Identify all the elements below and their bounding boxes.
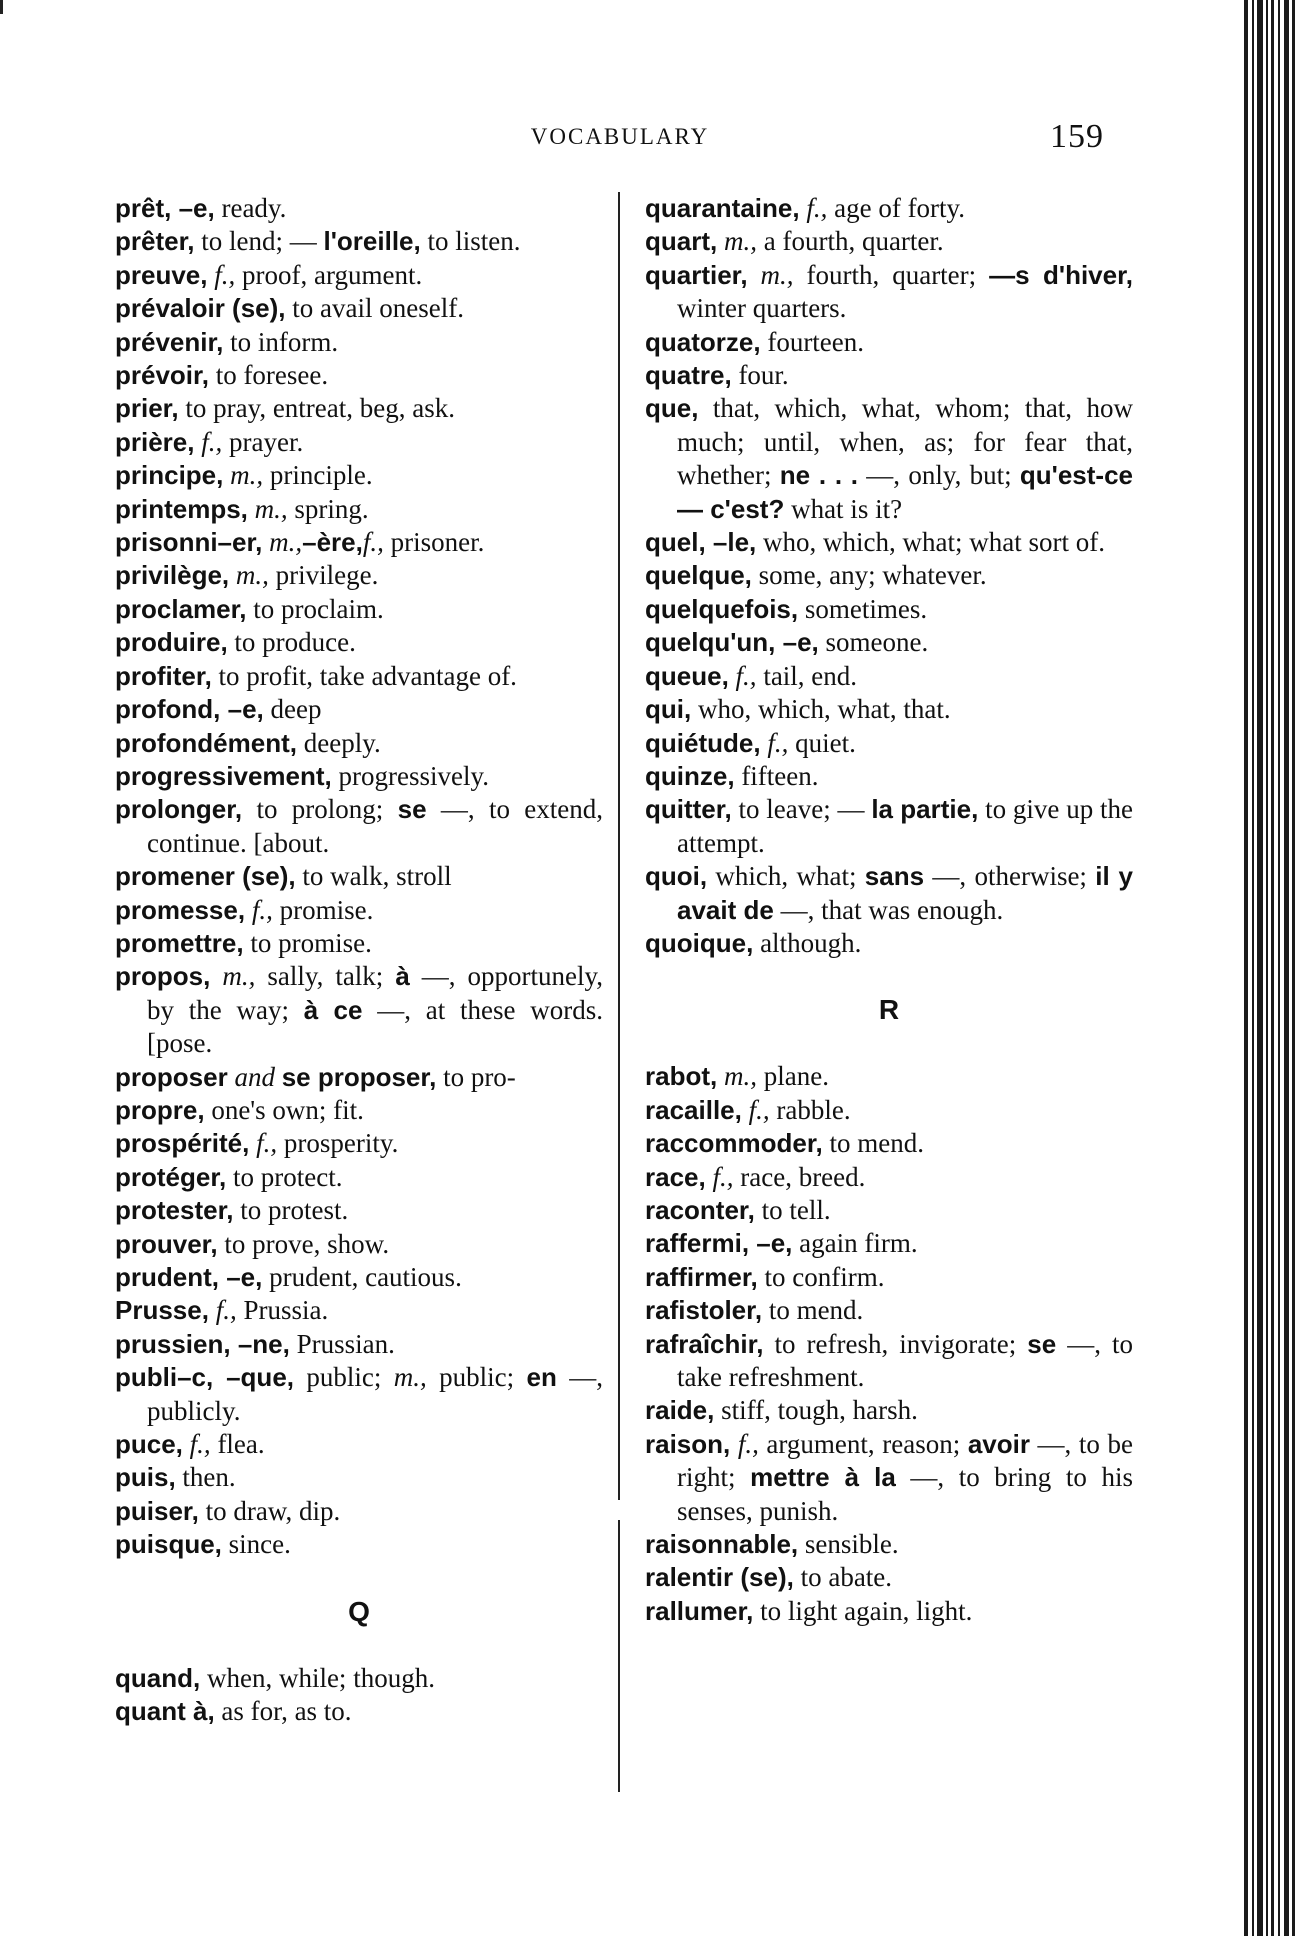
definition: to lend; — [194, 226, 324, 257]
headword: se [397, 794, 427, 825]
vocabulary-entry [115, 1194, 603, 1227]
definition: when, while; though. [200, 1662, 435, 1693]
headword: –ère, [302, 527, 363, 558]
headword: quatre, [645, 360, 732, 391]
vocabulary-entry [115, 760, 603, 793]
headword: à ce [303, 994, 363, 1025]
grammar-label: m., [717, 226, 757, 257]
definition: again firm. [792, 1228, 918, 1259]
vocabulary-entry [115, 426, 603, 459]
definition: to prove, show. [217, 1228, 390, 1259]
definition: winter quarters. [677, 293, 847, 324]
definition: promise. [272, 894, 374, 925]
headword: raide, [645, 1395, 715, 1426]
vocabulary-entry [115, 1094, 603, 1127]
definition: argument, reason; [758, 1428, 968, 1459]
definition: —, only, but; [858, 460, 1020, 491]
headword: promettre, [115, 927, 244, 958]
definition: deeply. [297, 727, 381, 758]
grammar-label: m., [747, 259, 794, 290]
headword: propre, [115, 1094, 205, 1125]
vocabulary-entry [645, 526, 1133, 559]
grammar-label: f., [760, 727, 789, 758]
headword: privilège, [115, 560, 230, 591]
vocabulary-entry [115, 1161, 603, 1194]
definition: progressively. [331, 760, 489, 791]
definition: —, to extend, continue. [about. [147, 794, 603, 858]
definition: —, at these words. [pose. [147, 994, 603, 1059]
headword: prévaloir (se), [115, 293, 286, 324]
headword: la partie, [871, 794, 979, 825]
vocabulary-entry [115, 693, 603, 726]
headword: prospérité, [115, 1128, 250, 1159]
headword: produire, [115, 627, 228, 658]
definition: to pro- [436, 1061, 516, 1092]
definition: spring. [287, 493, 369, 524]
headword: principe, [115, 460, 224, 491]
vocabulary-entry [645, 760, 1133, 793]
definition: proof, argument. [235, 259, 423, 290]
headword: publi–c, –que, [115, 1362, 294, 1393]
headword: printemps, [115, 493, 248, 524]
grammar-label: m., [229, 560, 269, 591]
definition: to tell. [754, 1194, 831, 1225]
headword: il y avait de [677, 861, 1133, 925]
headword: prêter, [115, 226, 195, 257]
headword: prévenir, [115, 326, 224, 357]
definition: race, breed. [733, 1161, 866, 1192]
headword: puisque, [115, 1529, 222, 1560]
vocabulary-entry [115, 1294, 603, 1327]
headword: quoique, [645, 927, 754, 958]
vocabulary-entry [645, 593, 1133, 626]
left-column [115, 192, 603, 1728]
headword: quel, –le, [645, 527, 757, 558]
vocabulary-entry [645, 392, 1133, 526]
grammar-label: m., [223, 460, 264, 491]
headword: en [526, 1362, 557, 1393]
definition: to promise. [243, 927, 372, 958]
right-column [645, 192, 1133, 1628]
definition: since. [221, 1529, 291, 1560]
headword: quarantaine, [645, 193, 800, 223]
vocabulary-entry [115, 326, 603, 359]
headword: profond, –e, [115, 694, 264, 725]
headword: prouver, [115, 1228, 218, 1259]
definition: to refresh, invigorate; [763, 1328, 1028, 1359]
vocabulary-entry [645, 793, 1133, 860]
headword: prolonger, [115, 794, 243, 825]
vocabulary-entry [645, 693, 1133, 726]
definition: to pray, entreat, beg, ask. [178, 393, 455, 424]
headword: rafraîchir, [645, 1328, 764, 1359]
vocabulary-entry [115, 526, 603, 559]
definition: —, opportunely, by the way; [147, 961, 603, 1025]
vocabulary-entry [645, 1595, 1133, 1628]
vocabulary-entry [115, 1228, 603, 1261]
book-binding-edge [1240, 0, 1300, 1936]
grammar-label: m., [262, 527, 303, 558]
definition: tail, end. [756, 660, 858, 691]
headword: ralentir (se), [645, 1562, 794, 1593]
definition: a fourth, quarter. [756, 226, 944, 257]
definition: which, what; [707, 861, 865, 892]
definition: sally, talk; [255, 961, 396, 992]
vocabulary-entry [645, 927, 1133, 960]
headword: raccommoder, [645, 1128, 823, 1159]
definition: four. [731, 360, 789, 391]
headword: promener (se), [115, 861, 296, 892]
vocabulary-entry [645, 225, 1133, 258]
page-edge-mark [0, 0, 3, 14]
vocabulary-entry [645, 1428, 1133, 1528]
vocabulary-entry [115, 660, 603, 693]
headword: raconter, [645, 1194, 755, 1225]
headword: proposer [115, 1061, 228, 1092]
vocabulary-entry [645, 192, 1133, 225]
grammar-label: f., [245, 894, 273, 925]
headword: promesse, [115, 894, 246, 925]
vocabulary-entry [645, 1294, 1133, 1327]
vocabulary-entry [115, 459, 603, 492]
vocabulary-entry [645, 1261, 1133, 1294]
definition: to light again, light. [753, 1595, 973, 1626]
vocabulary-entry [115, 1061, 603, 1094]
running-head: VOCABULARY [530, 124, 710, 149]
definition: to mend. [762, 1295, 864, 1326]
headword: quiétude, [645, 727, 761, 758]
definition: to inform. [223, 326, 339, 357]
vocabulary-entry [645, 1328, 1133, 1395]
definition: fourth, quarter; [793, 259, 990, 290]
vocabulary-entry [115, 1428, 603, 1461]
vocabulary-entry [645, 559, 1133, 592]
vocabulary-entry [645, 1060, 1133, 1093]
definition: —, publicly. [147, 1362, 603, 1426]
grammar-label: m., [210, 961, 256, 992]
headword: sans [864, 861, 925, 892]
grammar-label: f., [208, 1295, 237, 1326]
grammar-label: and [227, 1061, 282, 1092]
definition: to mend. [822, 1128, 924, 1159]
headword: rafistoler, [645, 1295, 763, 1326]
headword: quant à, [115, 1696, 215, 1727]
headword: quinze, [645, 760, 735, 791]
grammar-label: f., [249, 1128, 278, 1159]
definition: to confirm. [757, 1261, 885, 1292]
definition: sometimes. [798, 593, 928, 624]
headword: rallumer, [645, 1595, 754, 1626]
headword: progressivement, [115, 760, 332, 791]
grammar-label: f., [728, 660, 757, 691]
headword: queue, [645, 660, 729, 691]
definition: plane. [756, 1061, 829, 1092]
vocabulary-entry [115, 1695, 603, 1728]
headword: raison, [645, 1428, 731, 1459]
grammar-label: m., [247, 493, 288, 524]
definition: what is it? [784, 493, 903, 524]
vocabulary-entry [115, 960, 603, 1060]
definition: to avail oneself. [285, 293, 464, 324]
headword: quartier, [645, 259, 748, 290]
definition: —, otherwise; [924, 861, 1096, 892]
definition: to protect. [226, 1161, 343, 1192]
headword: quart, [645, 226, 718, 257]
headword: proclamer, [115, 593, 247, 624]
headword: quitter, [645, 794, 732, 825]
definition: to listen. [420, 226, 521, 257]
definition: ready. [214, 193, 287, 223]
headword: quelqu'un, –e, [645, 627, 819, 658]
headword: prudent, –e, [115, 1262, 263, 1292]
headword: prussien, –ne, [115, 1328, 290, 1359]
vocabulary-entry [645, 1561, 1133, 1594]
vocabulary-entry [115, 192, 603, 225]
headword: —s d'hiver, [989, 259, 1134, 290]
headword: profiter, [115, 660, 212, 691]
headword: se [1027, 1328, 1057, 1359]
vocabulary-entry [115, 1662, 603, 1695]
definition: public; [294, 1362, 394, 1393]
definition: prayer. [222, 426, 304, 457]
definition: Prussia. [236, 1295, 329, 1326]
grammar-label: m., [393, 1362, 427, 1393]
headword: protester, [115, 1195, 234, 1226]
vocabulary-entry [115, 392, 603, 425]
definition: to protest. [233, 1195, 349, 1226]
headword: se proposer, [281, 1061, 437, 1092]
definition: to walk, stroll [295, 861, 452, 892]
vocabulary-entry [115, 1127, 603, 1160]
definition: to produce. [227, 627, 356, 658]
definition: prosperity. [277, 1128, 399, 1159]
vocabulary-entry [115, 894, 603, 927]
definition: to abate. [793, 1562, 893, 1593]
vocabulary-entry [645, 1194, 1133, 1227]
grammar-label: f., [741, 1094, 770, 1125]
headword: quand, [115, 1662, 201, 1693]
definition: fourteen. [760, 326, 865, 357]
headword: quelque, [645, 560, 752, 591]
definition: quiet. [788, 727, 856, 758]
definition: principle. [263, 460, 373, 491]
vocabulary-entry [645, 1127, 1133, 1160]
definition: rabble. [769, 1094, 851, 1125]
headword: ne . . . [779, 460, 859, 491]
vocabulary-entry [645, 860, 1133, 927]
column-rule [618, 1520, 620, 1792]
definition: as for, as to. [214, 1696, 352, 1727]
definition: although. [753, 927, 862, 958]
page-number: 159 [1050, 118, 1104, 155]
definition: to leave; — [731, 794, 872, 825]
headword: puce, [115, 1429, 183, 1460]
headword: à [395, 961, 410, 992]
grammar-label: f., [207, 259, 236, 290]
vocabulary-entry [645, 1227, 1133, 1260]
definition: then. [175, 1462, 236, 1493]
grammar-label: f., [799, 193, 828, 223]
grammar-label: m., [717, 1061, 757, 1092]
definition: to proclaim. [246, 593, 384, 624]
definition: —, to bring to his senses, punish. [677, 1462, 1133, 1526]
headword: race, [645, 1161, 706, 1192]
vocabulary-entry [115, 927, 603, 960]
vocabulary-entry [115, 359, 603, 392]
headword: Prusse, [115, 1295, 209, 1326]
definition: to prolong; [242, 794, 398, 825]
vocabulary-entry [115, 593, 603, 626]
grammar-label: f., [362, 527, 384, 558]
vocabulary-entry [645, 1394, 1133, 1427]
definition: sensible. [798, 1529, 899, 1560]
headword: l'oreille, [323, 226, 421, 257]
vocabulary-entry [115, 626, 603, 659]
vocabulary-entry [115, 860, 603, 893]
definition: deep [263, 694, 322, 725]
vocabulary-entry [115, 292, 603, 325]
definition: public; [426, 1362, 527, 1393]
headword: prévoir, [115, 360, 209, 391]
definition: that, which, what, whom; that, how much; until, when, as; for fear that, whether; [677, 393, 1133, 491]
vocabulary-entry [645, 259, 1133, 326]
headword: preuve, [115, 259, 208, 290]
vocabulary-entry [115, 1528, 603, 1561]
vocabulary-entry [645, 1161, 1133, 1194]
definition: to give up the attempt. [677, 794, 1133, 858]
definition: to profit, take advantage of. [211, 660, 517, 691]
headword: puiser, [115, 1495, 199, 1526]
headword: rabot, [645, 1061, 718, 1092]
definition: —, to be right; [677, 1428, 1133, 1493]
vocabulary-entry [115, 1328, 603, 1361]
headword: prière, [115, 426, 195, 457]
vocabulary-entry [115, 1361, 603, 1428]
definition: —, to take refreshment. [677, 1328, 1133, 1392]
headword: prêt, –e, [115, 193, 215, 223]
grammar-label: f., [730, 1428, 759, 1459]
headword: qui, [645, 694, 692, 725]
headword: que, [645, 393, 699, 424]
vocabulary-entry [115, 793, 603, 860]
vocabulary-entry [115, 1461, 603, 1494]
definition: flea. [210, 1429, 265, 1460]
headword: mettre à la [750, 1462, 896, 1493]
grammar-label: f., [705, 1161, 734, 1192]
definition: prisoner. [383, 527, 485, 558]
headword: quelquefois, [645, 593, 799, 624]
column-rule [618, 192, 620, 1500]
definition: someone. [818, 627, 929, 658]
definition: to draw, dip. [198, 1495, 341, 1526]
definition: age of forty. [827, 193, 966, 223]
definition: to foresee. [208, 360, 329, 391]
vocabulary-entry [115, 1495, 603, 1528]
headword: raisonnable, [645, 1529, 799, 1560]
vocabulary-entry [115, 727, 603, 760]
definition: fifteen. [734, 760, 819, 791]
headword: qu'est-ce — c'est? [677, 460, 1133, 524]
vocabulary-entry [115, 559, 603, 592]
headword: raffermi, –e, [645, 1228, 793, 1259]
vocabulary-entry [645, 660, 1133, 693]
headword: raffirmer, [645, 1261, 758, 1292]
headword: prier, [115, 393, 179, 424]
definition: who, which, what; what sort of. [756, 527, 1105, 558]
definition: —, that was enough. [773, 894, 1004, 925]
definition: prudent, cautious. [262, 1262, 462, 1292]
definition: who, which, what, that. [691, 694, 951, 725]
vocabulary-entry [645, 727, 1133, 760]
vocabulary-entry [645, 1094, 1133, 1127]
vocabulary-entry [645, 326, 1133, 359]
headword: puis, [115, 1462, 176, 1493]
section-letter: R [878, 994, 900, 1026]
section-letter: Q [348, 1595, 370, 1627]
headword: racaille, [645, 1094, 742, 1125]
vocabulary-entry [115, 225, 603, 258]
headword: quatorze, [645, 326, 761, 357]
definition: some, any; whatever. [751, 560, 987, 591]
vocabulary-entry [645, 626, 1133, 659]
definition: Prussian. [289, 1328, 395, 1359]
vocabulary-entry [115, 259, 603, 292]
headword: avoir [967, 1428, 1030, 1459]
headword: protéger, [115, 1161, 227, 1192]
vocabulary-entry [645, 1528, 1133, 1561]
grammar-label: f., [182, 1429, 211, 1460]
grammar-label: f., [194, 426, 223, 457]
headword: prisonni–er, [115, 527, 263, 558]
headword: profondément, [115, 727, 297, 758]
definition: stiff, tough, harsh. [714, 1395, 918, 1426]
definition: one's own; fit. [204, 1094, 364, 1125]
vocabulary-entry [645, 359, 1133, 392]
definition: privilege. [268, 560, 379, 591]
headword: quoi, [645, 861, 708, 892]
vocabulary-entry [115, 493, 603, 526]
vocabulary-entry [115, 1261, 603, 1294]
headword: propos, [115, 961, 211, 992]
